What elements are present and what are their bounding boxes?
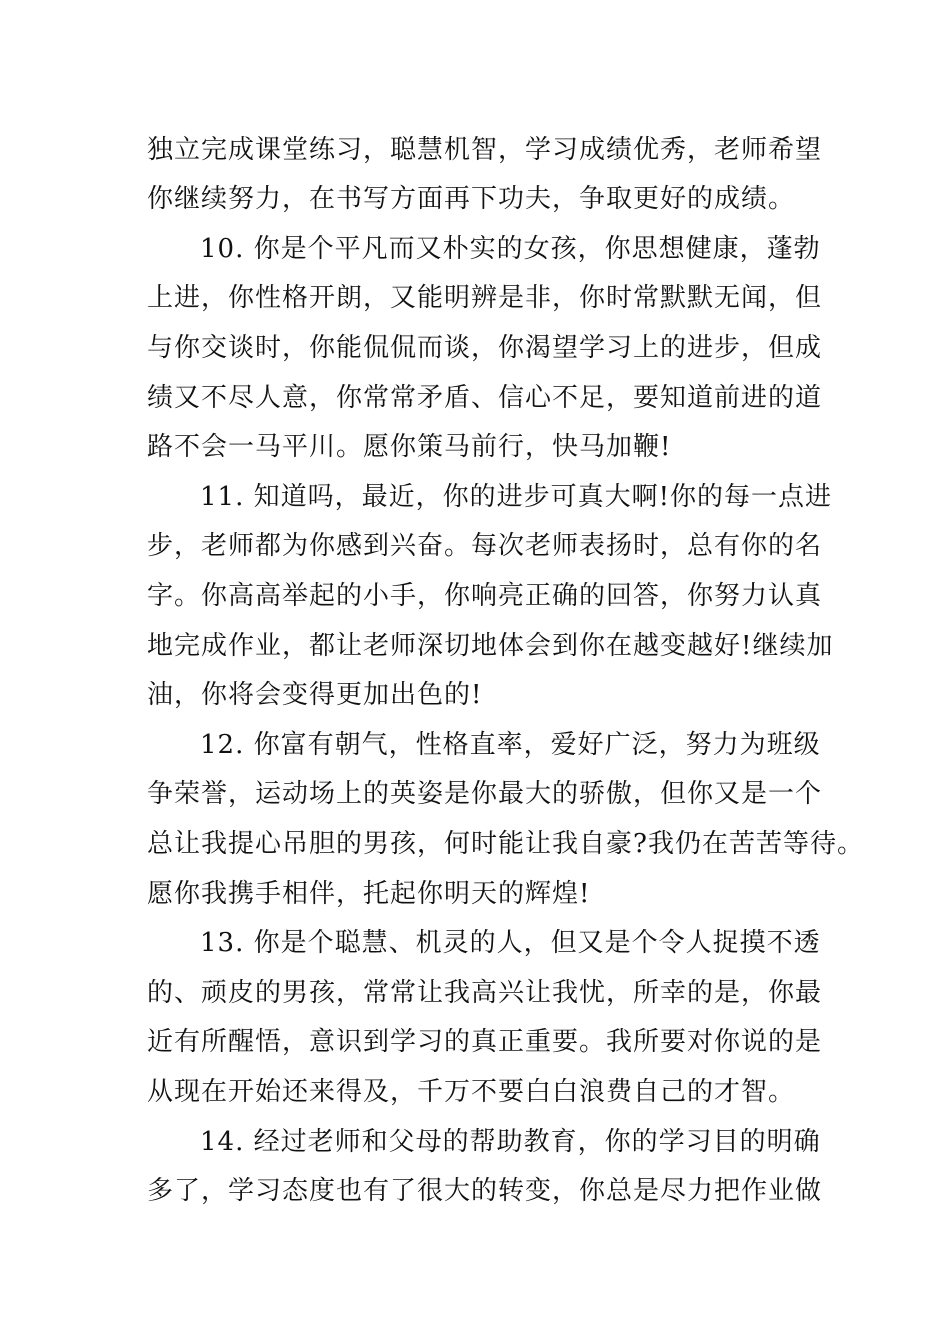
text-line: 地完成作业，都让老师深切地体会到你在越变越好!继续加	[147, 631, 834, 661]
text-line: 路不会一马平川。愿你策马前行，快马加鞭!	[147, 432, 672, 462]
paragraph-14-first-line: 14. 经过老师和父母的帮助教育，你的学习目的明确	[200, 1127, 821, 1157]
text-line: 近有所醒悟，意识到学习的真正重要。我所要对你说的是	[147, 1027, 823, 1057]
paragraph-13-first-line: 13. 你是个聪慧、机灵的人，但又是个令人捉摸不透	[200, 928, 821, 958]
paragraph-12-first-line: 12. 你富有朝气，性格直率，爱好广泛，努力为班级	[200, 730, 821, 760]
text-line: 争荣誉，运动场上的英姿是你最大的骄傲，但你又是一个	[147, 779, 823, 809]
text-line: 多了，学习态度也有了很大的转变，你总是尽力把作业做	[147, 1176, 823, 1206]
paragraph-11-first-line: 11. 知道吗，最近，你的进步可真大啊!你的每一点进	[200, 482, 833, 512]
text-line: 独立完成课堂练习，聪慧机智，学习成绩优秀，老师希望	[147, 135, 823, 165]
paragraph-10-first-line: 10. 你是个平凡而又朴实的女孩，你思想健康，蓬勃	[200, 234, 821, 264]
text-line: 油，你将会变得更加出色的!	[147, 680, 483, 710]
text-line: 绩又不尽人意，你常常矛盾、信心不足，要知道前进的道	[147, 383, 823, 413]
text-line: 步，老师都为你感到兴奋。每次老师表扬时，总有你的名	[147, 531, 823, 561]
text-line: 从现在开始还来得及，千万不要白白浪费自己的才智。	[147, 1077, 796, 1107]
text-line: 字。你高高举起的小手，你响亮正确的回答，你努力认真	[147, 581, 823, 611]
text-line: 的、顽皮的男孩，常常让我高兴让我忧，所幸的是，你最	[147, 978, 823, 1008]
text-line: 愿你我携手相伴，托起你明天的辉煌!	[147, 879, 591, 909]
text-line: 与你交谈时，你能侃侃而谈，你渴望学习上的进步，但成	[147, 333, 823, 363]
text-line: 上进，你性格开朗，又能明辨是非，你时常默默无闻，但	[147, 283, 823, 313]
text-line: 总让我提心吊胆的男孩，何时能让我自豪?我仍在苦苦等待。	[147, 829, 864, 859]
text-line: 你继续努力，在书写方面再下功夫，争取更好的成绩。	[147, 184, 796, 214]
